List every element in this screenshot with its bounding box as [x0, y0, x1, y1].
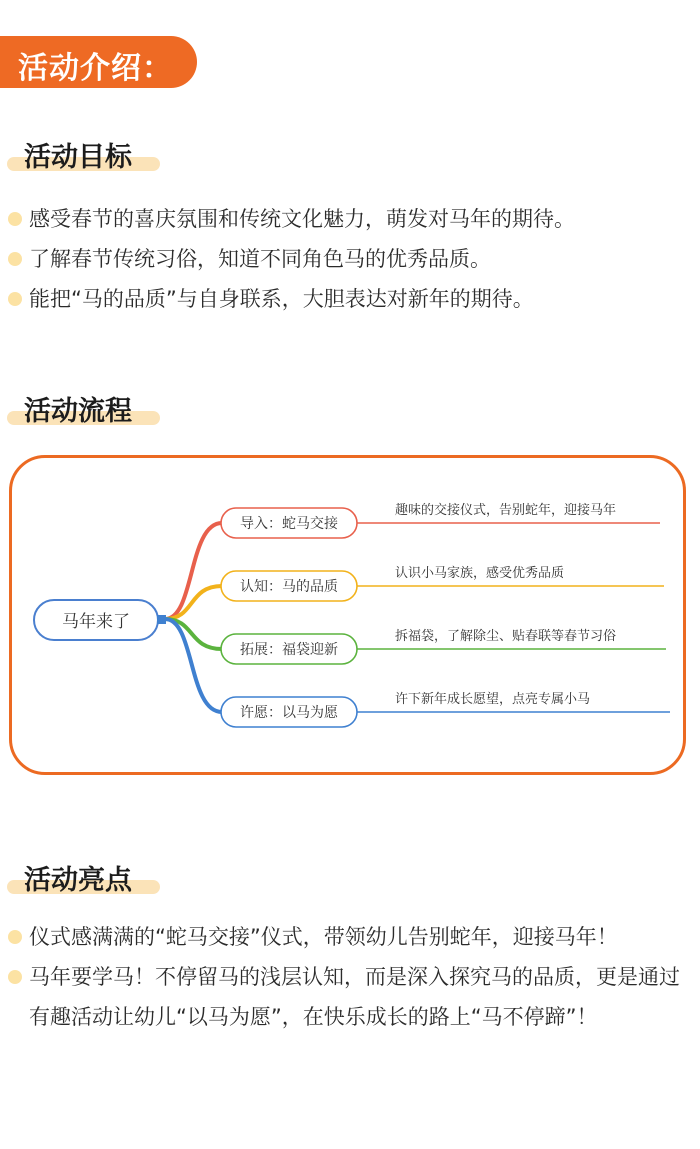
mindmap-root-label: 马年来了	[62, 612, 130, 632]
goals-title: 活动目标	[24, 142, 132, 173]
branch-label: 认知：马的品质	[240, 579, 338, 595]
mindmap-root-connector	[157, 615, 166, 624]
highlight-item	[0, 917, 700, 957]
bullet-dot	[8, 970, 22, 984]
branch-label: 许愿：以马为愿	[240, 705, 338, 721]
branch-detail: 许下新年成长愿望，点亮专属小马	[395, 692, 591, 707]
goal-text: 能把“马的品质”与自身联系，大胆表达对新年的期待。	[29, 287, 534, 311]
goal-text: 了解春节传统习俗，知道不同角色马的优秀品质。	[29, 247, 491, 271]
banner-title: 活动介绍：	[18, 51, 173, 86]
branch-detail: 认识小马家族，感受优秀品质	[395, 566, 565, 581]
bullet-dot	[8, 930, 22, 944]
goal-text: 感受春节的喜庆氛围和传统文化魅力，萌发对马年的期待。	[29, 207, 575, 231]
highlights-title: 活动亮点	[24, 865, 132, 896]
highlight-text: 马年要学马！不停留马的浅层认知，而是深入探究马的品质，更是通过有趣活动让幼儿“以马为愿”，在快乐成长的路上“马不停蹄”！	[29, 965, 680, 1029]
highlights-list	[0, 917, 700, 1037]
branch-connector	[165, 523, 222, 619]
branch-label: 导入：蛇马交接	[240, 516, 338, 532]
branch-detail: 趣味的交接仪式，告别蛇年，迎接马年	[395, 503, 617, 518]
branch-label: 拓展：福袋迎新	[240, 642, 338, 658]
highlight-text: 仪式感满满的“蛇马交接”仪式，带领幼儿告别蛇年，迎接马年！	[29, 925, 618, 949]
process-title: 活动流程	[24, 396, 132, 427]
highlight-item	[0, 957, 700, 1037]
branch-detail: 拆福袋，了解除尘、贴春联等春节习俗	[395, 629, 617, 644]
